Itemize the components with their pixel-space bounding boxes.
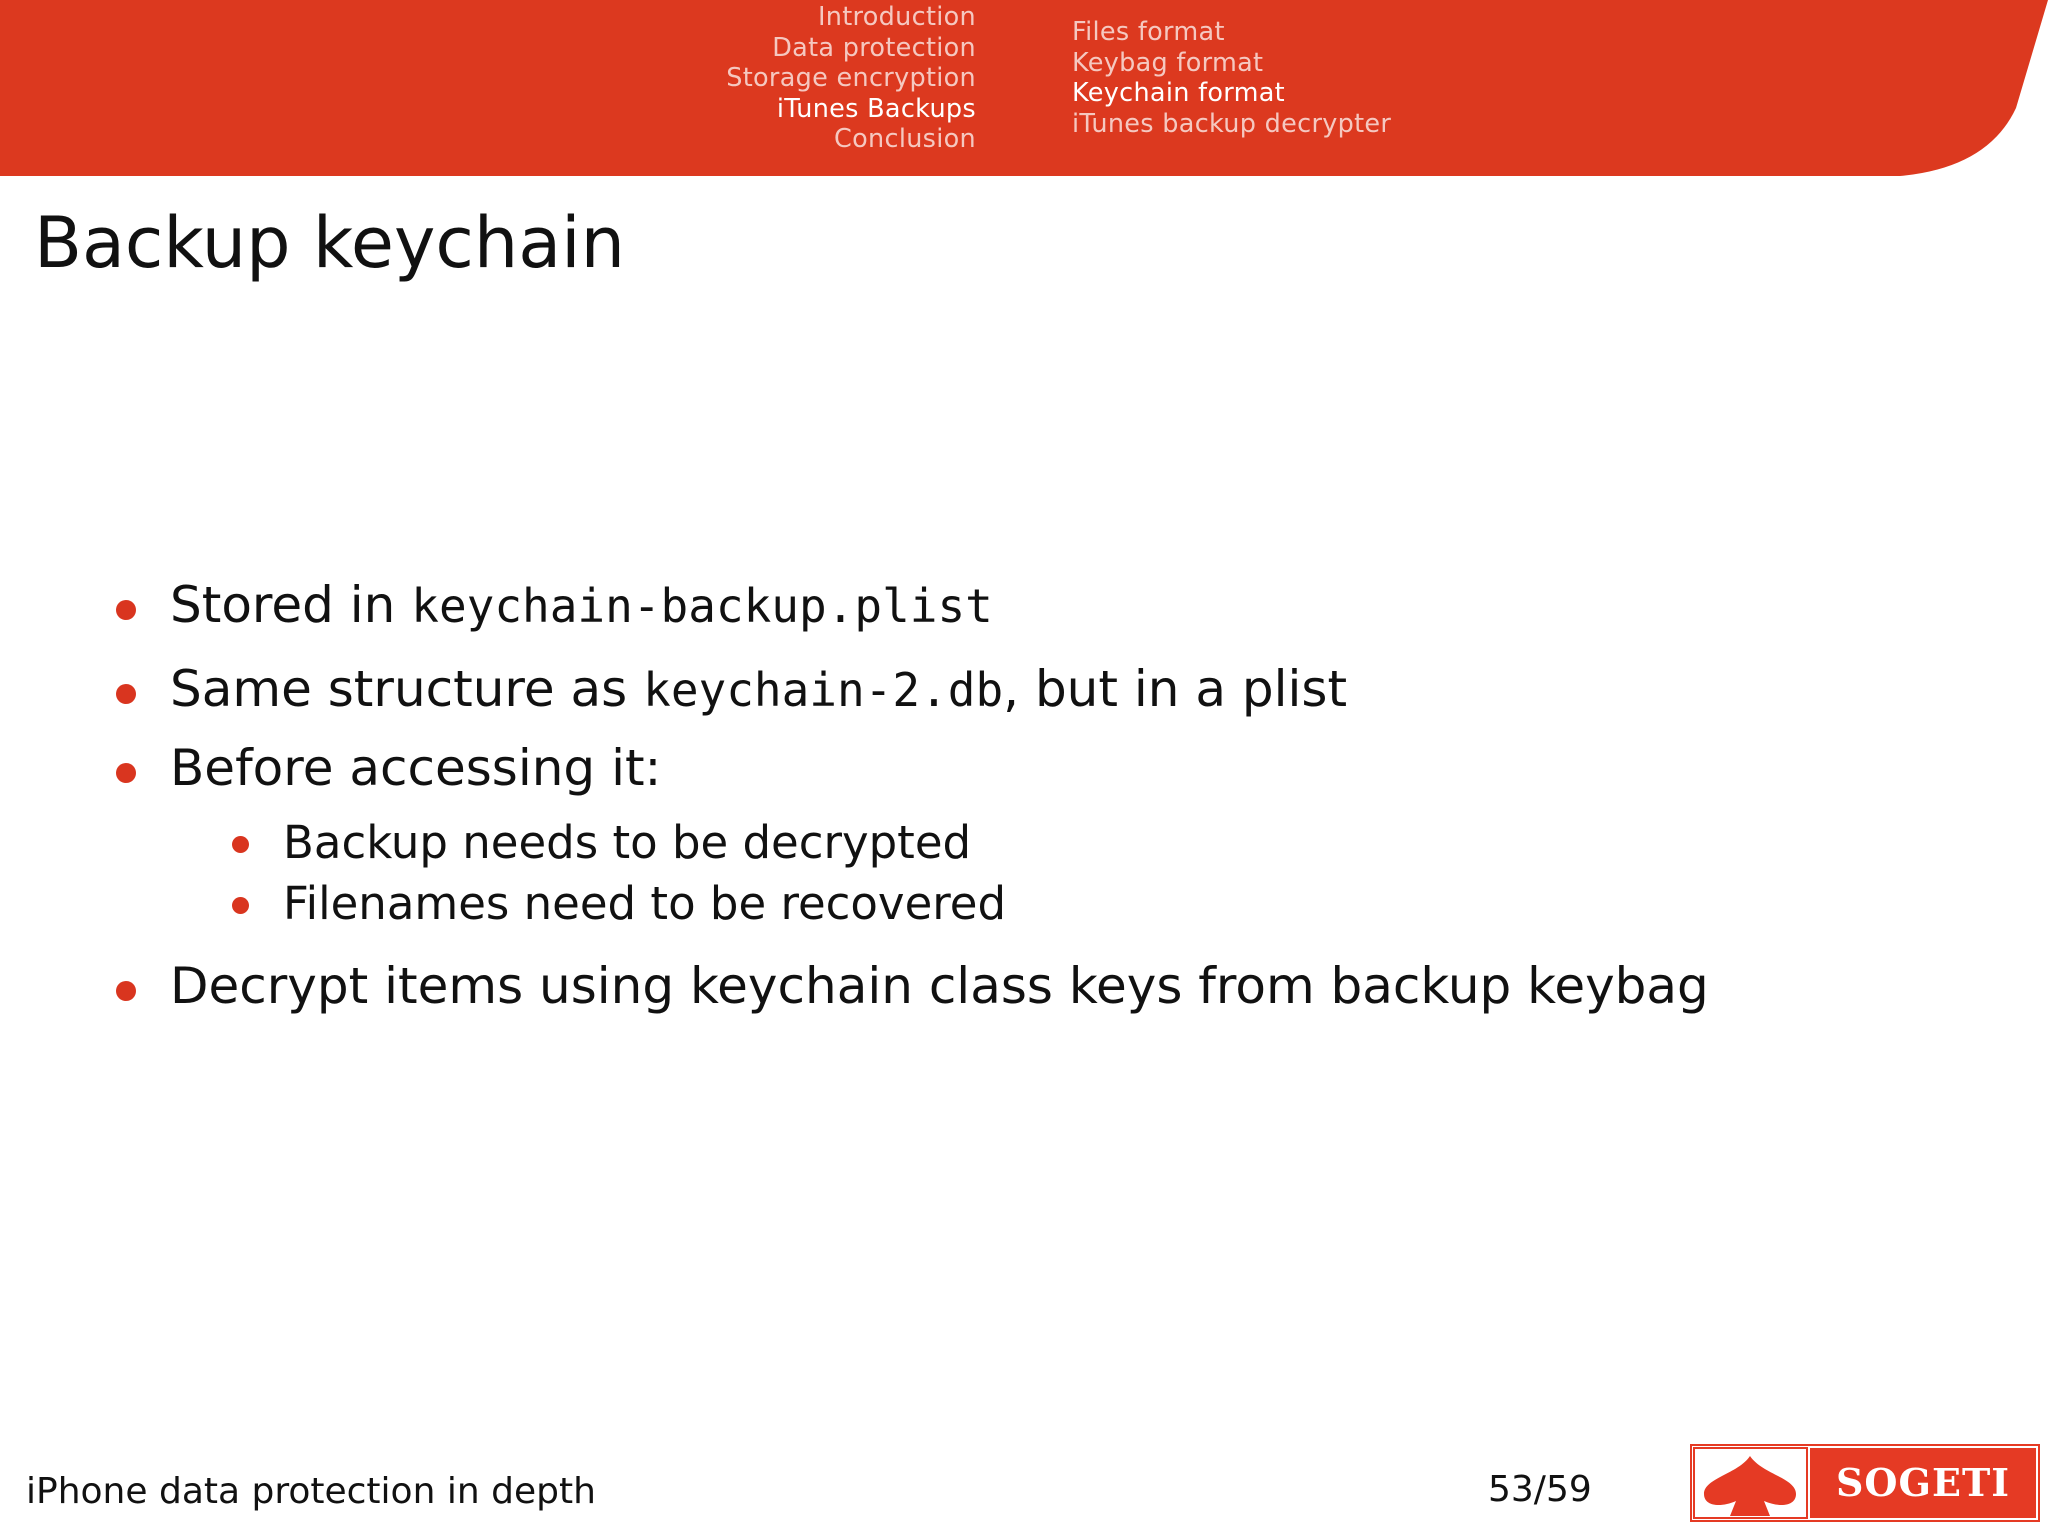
bullet-text-prefix: Same structure as: [170, 660, 644, 718]
bullet-text-prefix: Stored in: [170, 576, 412, 634]
bullet-dot-icon: [116, 981, 136, 1001]
sub-bullet-dot-icon: [232, 836, 249, 853]
nav-subsection-keychain-format[interactable]: Keychain format: [1072, 78, 1285, 108]
bullet-text: [170, 659, 1347, 720]
bullet-code-filename: keychain-backup.plist: [411, 579, 993, 633]
sub-bullet-text: Backup needs to be decrypted: [283, 816, 972, 869]
nav-section-data-protection[interactable]: Data protection: [772, 32, 976, 63]
nav-section-storage-encryption[interactable]: Storage encryption: [726, 63, 976, 93]
bullet-code-filename: keychain-2.db: [643, 663, 1004, 717]
nav-subsection-keybag-format[interactable]: Keybag format: [1072, 47, 1264, 78]
footer-page-number: 53/59: [1488, 1469, 1592, 1510]
sub-bullet-text: Filenames need to be recovered: [283, 877, 1007, 930]
bullet-text: Decrypt items using keychain class keys from backup keybag: [170, 957, 1709, 1015]
bullet-dot-icon: [116, 763, 136, 783]
footer-presentation-title: iPhone data protection in depth: [26, 1471, 596, 1512]
nav-subsection-itunes-backup-decrypter[interactable]: iTunes backup decrypter: [1072, 108, 1392, 139]
sub-bullet-dot-icon: [232, 897, 249, 914]
nav-section-conclusion[interactable]: Conclusion: [834, 124, 976, 154]
sogeti-logo: [1690, 1444, 2040, 1522]
bullet-text-suffix: , but in a plist: [1003, 660, 1348, 718]
nav-subsection-files-format[interactable]: Files format: [1072, 17, 1225, 47]
bullet-text: Before accessing it:: [170, 739, 662, 797]
nav-section-introduction[interactable]: Introduction: [817, 2, 976, 32]
slide-title: Backup keychain: [34, 202, 625, 284]
nav-section-itunes-backups[interactable]: iTunes Backups: [776, 93, 976, 124]
bullet-dot-icon: [116, 684, 136, 704]
bullet-dot-icon: [116, 600, 136, 620]
bullet-text: [170, 575, 993, 636]
logo-wordmark: SOGETI: [1835, 1460, 2011, 1505]
